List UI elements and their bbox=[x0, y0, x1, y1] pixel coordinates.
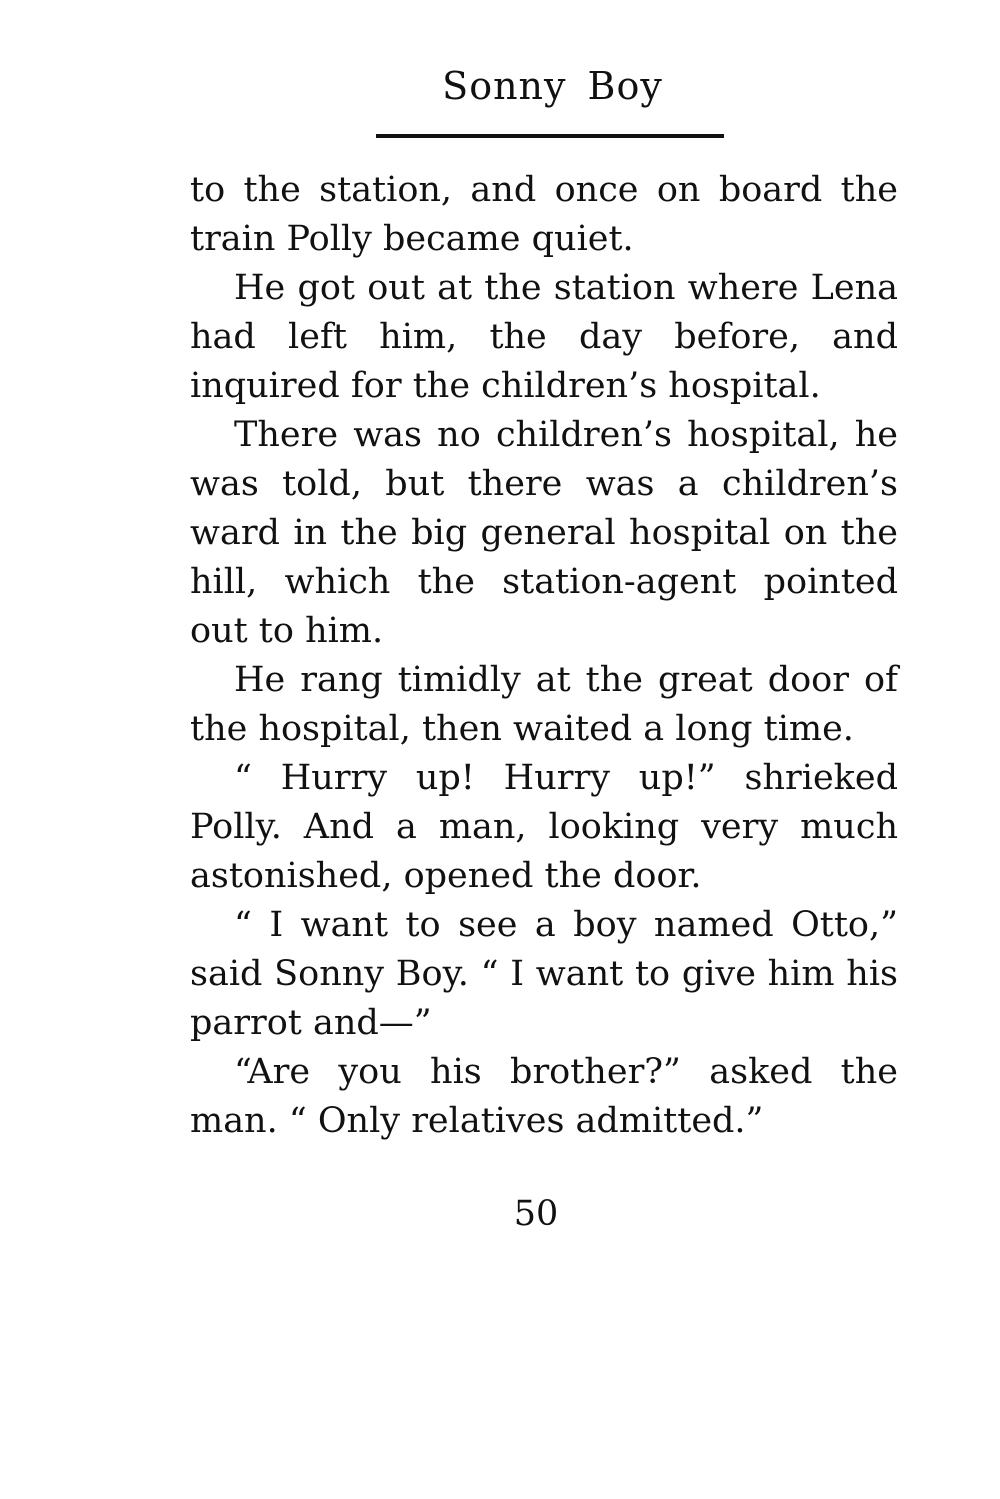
paragraph: “Are you his brother?” asked the man. “ Only relatives admitted.” bbox=[190, 1052, 898, 1141]
running-title: Sonny Boy bbox=[442, 64, 663, 108]
paragraph: “ Hurry up! Hurry up!” shrieked Polly. And a man, looking very much astonished, opened the door. bbox=[190, 758, 898, 896]
paragraph: He got out at the station where Lena had left him, the day before, and inquired for the children’s hospital. bbox=[190, 268, 898, 406]
paragraph: He rang timidly at the great door of the hospital, then waited a long time. bbox=[190, 660, 898, 749]
paragraph: “ I want to see a boy named Otto,” said Sonny Boy. “ I want to give him his parrot and—” bbox=[190, 905, 898, 1043]
paragraph: There was no children’s hospital, he was told, but there was a children’s ward in the big general hospital on the hill, which the station-agent pointed out to him. bbox=[190, 415, 898, 651]
body-text bbox=[190, 166, 898, 1146]
paragraph: to the station, and once on board the train Polly became quiet. bbox=[190, 170, 898, 259]
header-rule bbox=[376, 134, 724, 138]
page-number: 50 bbox=[513, 1194, 559, 1234]
